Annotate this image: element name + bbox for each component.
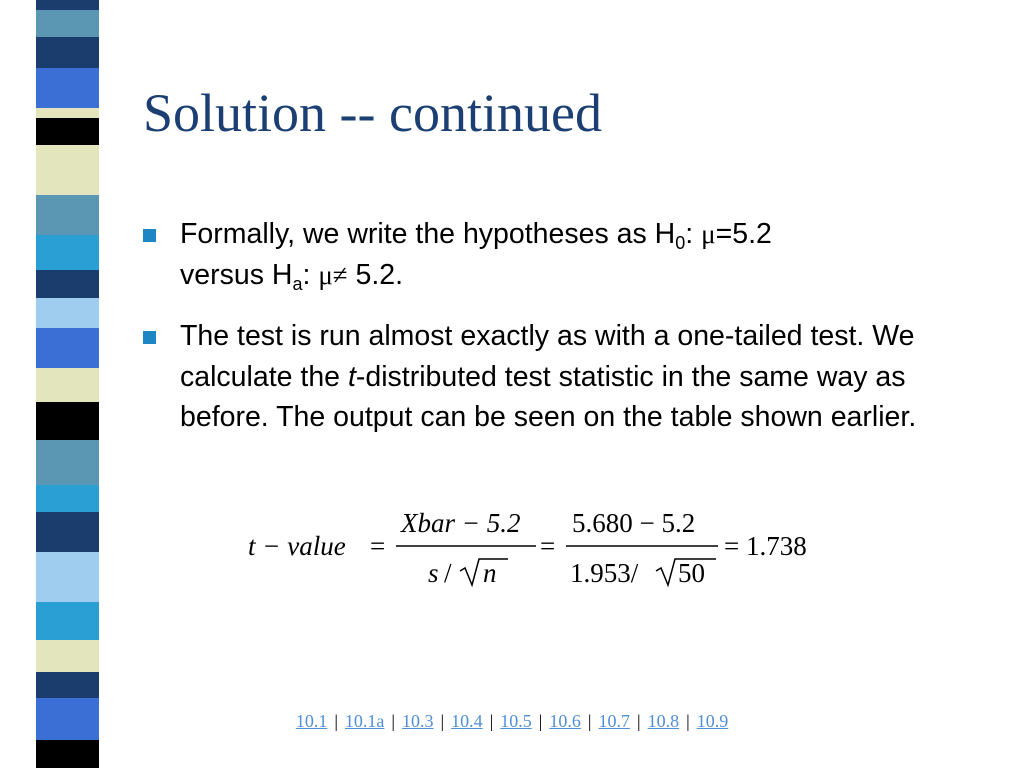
colon: : xyxy=(302,258,319,291)
nav-link-10-7[interactable]: 10.7 xyxy=(598,711,630,731)
stripe-band xyxy=(36,298,99,328)
nav-separator: | xyxy=(686,711,690,731)
t-value-formula xyxy=(248,500,848,590)
colon: : xyxy=(685,218,702,250)
mu-symbol: μ xyxy=(701,219,716,249)
stripe-band xyxy=(36,235,99,270)
bullet-text: Formally, we write the hypotheses as H xyxy=(180,218,676,250)
stripe-band xyxy=(36,10,99,37)
nav-separator: | xyxy=(334,711,338,731)
subscript-zero: 0 xyxy=(675,233,686,253)
nav-link-10-1a[interactable]: 10.1a xyxy=(344,711,385,731)
stripe-band xyxy=(36,37,99,68)
nav-link-10-9[interactable]: 10.9 xyxy=(696,711,729,731)
stripe-band xyxy=(36,740,99,768)
nav-separator: | xyxy=(489,711,494,731)
stripe-band xyxy=(36,402,99,440)
nav-separator: | xyxy=(587,711,592,731)
stripe-band xyxy=(36,368,99,402)
fraction2-den-radicand: 50 xyxy=(678,558,705,588)
formula-lhs: t − value xyxy=(248,531,346,561)
bullet-text: 5.2. xyxy=(347,258,404,291)
fraction1-den-n: n xyxy=(483,558,497,588)
nav-link-10-5[interactable]: 10.5 xyxy=(500,711,532,731)
nav-separator: | xyxy=(636,711,641,731)
bullet-hypotheses xyxy=(143,214,993,295)
nav-separator: | xyxy=(440,711,445,731)
stripe-band xyxy=(36,118,99,145)
bullet-test-description xyxy=(143,316,993,438)
t-italic: t xyxy=(347,360,356,393)
nav-link-10-8[interactable]: 10.8 xyxy=(647,711,680,731)
nav-separator: | xyxy=(391,711,396,731)
slide-navigation xyxy=(0,711,1024,732)
bullet-square-icon xyxy=(143,331,156,344)
stripe-band xyxy=(36,552,99,602)
fraction1-den-slash: / xyxy=(444,558,452,588)
formula-result: = 1.738 xyxy=(724,531,807,561)
fraction2-den-left: 1.953/ xyxy=(570,558,639,588)
fraction1-numerator: Xbar − 5.2 xyxy=(401,508,521,538)
fraction2-numerator: 5.680 − 5.2 xyxy=(572,508,696,538)
stripe-band xyxy=(36,512,99,552)
stripe-band xyxy=(36,672,99,698)
slide-title: Solution -- continued xyxy=(143,83,602,143)
nav-separator: | xyxy=(538,711,543,731)
stripe-band xyxy=(36,485,99,512)
stripe-band xyxy=(36,0,99,10)
bullet-text: The test is run almost exactly as with a one-tailed test. We calculate the xyxy=(180,320,915,393)
bullet-text: =5.2 xyxy=(715,218,772,250)
stripe-band xyxy=(36,195,99,235)
stripe-band xyxy=(36,68,99,108)
decorative-stripe xyxy=(36,0,99,768)
stripe-band xyxy=(36,328,99,368)
nav-link-10-4[interactable]: 10.4 xyxy=(451,711,483,731)
equals-sign: = xyxy=(540,531,556,561)
bullet-list xyxy=(143,214,993,438)
stripe-band xyxy=(36,640,99,672)
bullet-text: -distributed test statistic in the same way as before. The output can be seen on the table shown earlier. xyxy=(180,360,917,433)
fraction1-den-s: s xyxy=(428,558,439,588)
bullet-text: versus H xyxy=(180,258,293,291)
stripe-band xyxy=(36,602,99,640)
mu-not-equal-symbol: μ≠ xyxy=(318,259,348,290)
stripe-band xyxy=(36,440,99,485)
equals-sign: = xyxy=(370,531,386,561)
nav-link-10-6[interactable]: 10.6 xyxy=(549,711,581,731)
stripe-band xyxy=(36,270,99,298)
bullet-square-icon xyxy=(143,229,156,242)
subscript-a: a xyxy=(292,273,303,294)
nav-link-10-3[interactable]: 10.3 xyxy=(402,711,434,731)
stripe-band xyxy=(36,108,99,118)
nav-link-10-1[interactable]: 10.1 xyxy=(295,711,328,731)
stripe-band xyxy=(36,145,99,195)
